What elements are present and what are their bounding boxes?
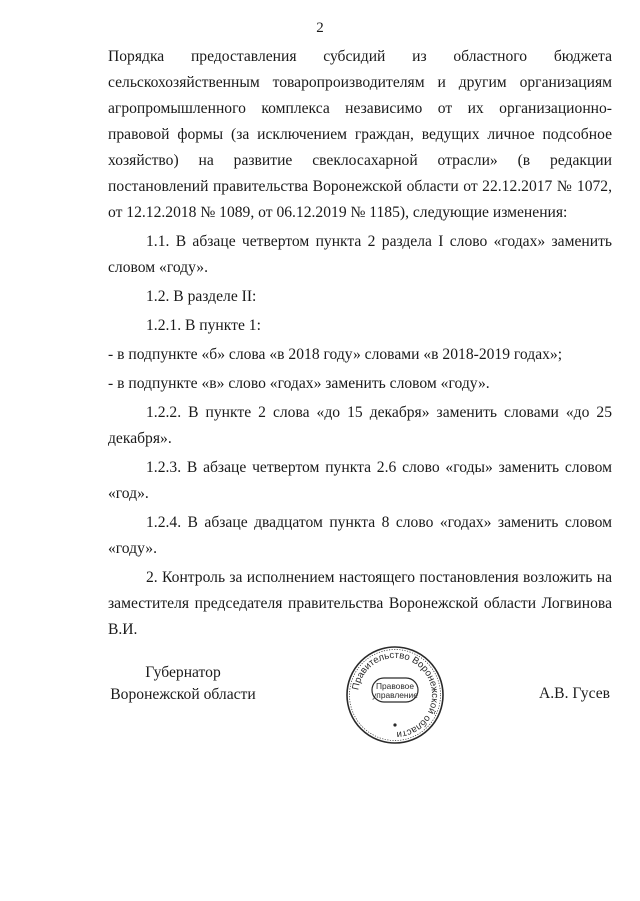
paragraph-1-1: 1.1. В абзаце четвертом пункта 2 раздела I слово «годах» заменить словом «году». [108,233,612,276]
paragraph-1-2-4: 1.2.4. В абзаце двадцатом пункта 8 слово «годах» заменить словом «году». [108,514,612,557]
paragraph-1-2-3: 1.2.3. В абзаце четвертом пункта 2.6 слово «годы» заменить словом «год». [108,459,612,502]
signature-title-line2: Воронежской области [110,686,256,703]
paragraph-1-2-1: 1.2.1. В пункте 1: [146,317,261,334]
paragraph-subitem-v: - в подпункте «в» слово «годах» заменить словом «году». [108,375,490,392]
seal-bottom-star-icon [393,723,396,726]
paragraph-2-control: 2. Контроль за исполнением настоящего постановления возложить на заместителя председателя правительства Воронежской области Логвинова В.И. [108,569,612,638]
paragraph-1-2: 1.2. В разделе II: [146,288,257,305]
seal-ring-text: Правительство Воронежской области [350,649,441,741]
signature-title-line1: Губернатор [145,664,221,681]
paragraph-1-2-2: 1.2.2. В пункте 2 слова «до 15 декабря» заменить словами «до 25 декабря». [108,404,612,447]
signature-title [108,662,258,706]
paragraph-intro: Порядка предоставления субсидий из областного бюджета сельскохозяйственным товаропроизводителям и другим организациям агропромышленного комплекса независимо от их организационно-правовой формы (за исключением граждан, ведущих личное подсобное хозяйство) на развитие свеклосахарной отрасли» (в редакции постановлений правительства Воронежской области от 22.12.2017 № 1072, от 12.12.2018 № 1089, от 06.12.2019 № 1185), следующие изменения: [108,48,612,221]
seal-center-line1: Правовое [375,681,415,691]
stamp-seal-icon [345,645,445,745]
paragraph-subitem-b: - в подпункте «б» слова «в 2018 году» словами «в 2018-2019 годах»; [108,346,563,363]
page-number: 2 [316,20,324,36]
document-body [108,44,612,643]
seal-center-line2: управление [372,690,418,700]
signature-name: А.В. Гусев [539,685,610,702]
